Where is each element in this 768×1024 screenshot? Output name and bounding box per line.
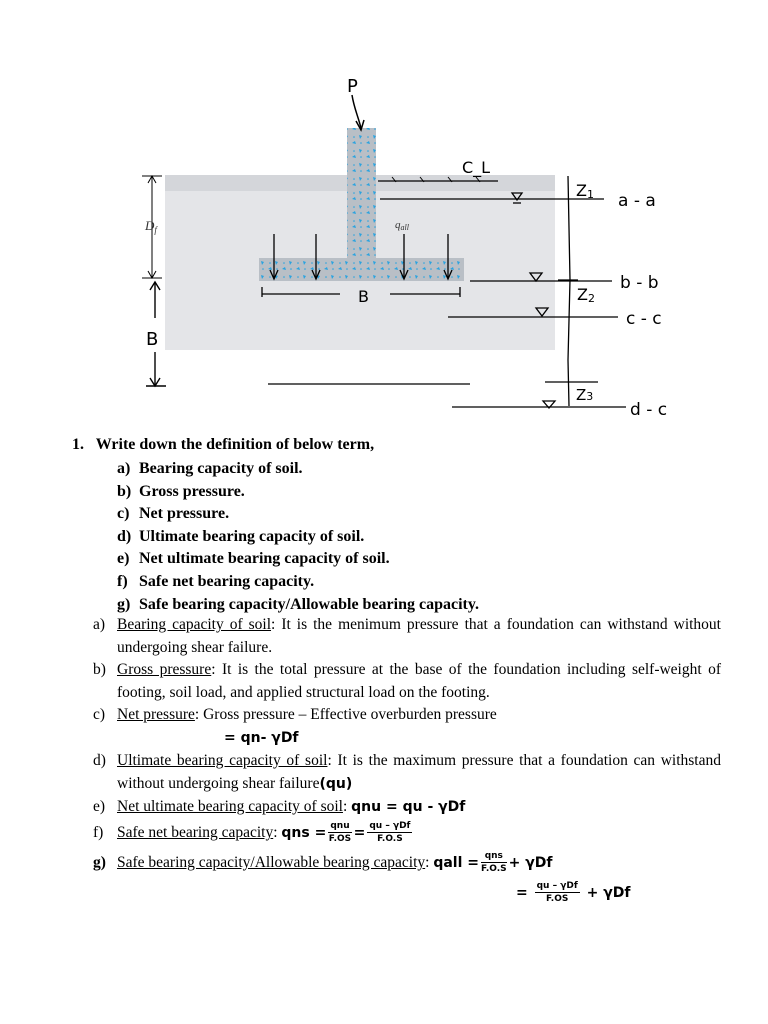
question-item: d) Ultimate bearing capacity of soil. <box>117 527 365 545</box>
question-item: b) Gross pressure. <box>117 482 245 500</box>
fraction: $\frac{\text{qu – γDf}}{F.OS}$ <box>536 881 578 904</box>
allowable-capacity-formula-line2: = $\frac{\text{qu – γDf}}{F.OS}$ + γDf <box>516 881 631 904</box>
footing-base <box>259 258 464 281</box>
answer-f: f) Safe net bearing capacity: qns = $\frac{\text{qnu}}{F.OS}$ = $\frac{\text{qu – γDf}}{F.O.S}$ <box>93 821 411 845</box>
answer-a: a) Bearing capacity of soil: It is the menimum pressure that a foundation can withstand without undergoing shear failure. <box>93 616 721 656</box>
question-item: e) Net ultimate bearing capacity of soil. <box>117 550 390 568</box>
fraction: $\frac{\text{qns}}{F.O.S}$ <box>481 851 507 875</box>
qall-label: qall <box>395 219 409 232</box>
footing-column <box>347 128 376 258</box>
df-label: $D_f$ <box>145 218 157 235</box>
fraction: $\frac{\text{qu – γDf}}{F.O.S}$ <box>369 821 411 845</box>
section-dd-label: d - c <box>630 400 668 420</box>
answer-c: c) Net pressure: Gross pressure – Effective overburden pressure <box>93 706 497 723</box>
section-cc-label: c - c <box>626 309 662 329</box>
question-text: Write down the definition of below term, <box>95 436 375 453</box>
b-width-label: B <box>358 287 369 306</box>
answer-g: g) Safe bearing capacity/Allowable bearing capacity: qall = $\frac{\text{qns}}{F.O.S}$ + γDf <box>93 851 553 875</box>
footing-diagram <box>0 0 768 425</box>
z3-label: Z3 <box>576 386 594 404</box>
question-heading <box>72 436 374 454</box>
answer-d: d) Ultimate bearing capacity of soil: It is the maximum pressure that a foundation can withstand without undergoing shear failure(qu) <box>93 752 721 792</box>
z1-label: Z1 <box>576 181 594 201</box>
term: Gross pressure <box>117 661 212 678</box>
qu-symbol: (qu) <box>319 775 353 792</box>
centerline-label: C_L <box>462 158 491 177</box>
term: Safe bearing capacity/Allowable bearing capacity <box>117 854 426 871</box>
answer-e: e) Net ultimate bearing capacity of soil: qnu = qu - γDf <box>93 798 466 815</box>
question-item: a) Bearing capacity of soil. <box>117 460 303 477</box>
net-ultimate-formula: qnu = qu - γDf <box>351 799 466 815</box>
fraction: $\frac{\text{qnu}}{F.OS}$ <box>328 821 352 845</box>
question-item: f) Safe net bearing capacity. <box>117 572 315 590</box>
question-number: 1. <box>72 436 84 453</box>
section-bb-label: b - b <box>620 273 659 293</box>
term: Net ultimate bearing capacity of soil <box>117 798 343 815</box>
term: Net pressure <box>117 706 195 723</box>
answer-b: b) Gross pressure: It is the total pressure at the base of the foundation including self-weight of footing, soil load, and applied structural load on the footing. <box>93 661 721 701</box>
term: Bearing capacity of soil <box>117 616 272 633</box>
question-item: c) Net pressure. <box>117 505 230 523</box>
b-left-label: B <box>146 329 159 350</box>
load-label: P <box>347 76 358 97</box>
question-item: g) Safe bearing capacity/Allowable bearing capacity. <box>117 595 479 613</box>
net-pressure-formula: = qn- γDf <box>224 730 299 746</box>
term: Safe net bearing capacity <box>117 824 274 841</box>
z2-label: Z2 <box>577 285 595 305</box>
term: Ultimate bearing capacity of soil <box>117 752 328 769</box>
question-items <box>117 458 479 616</box>
section-aa-label: a - a <box>618 191 656 211</box>
